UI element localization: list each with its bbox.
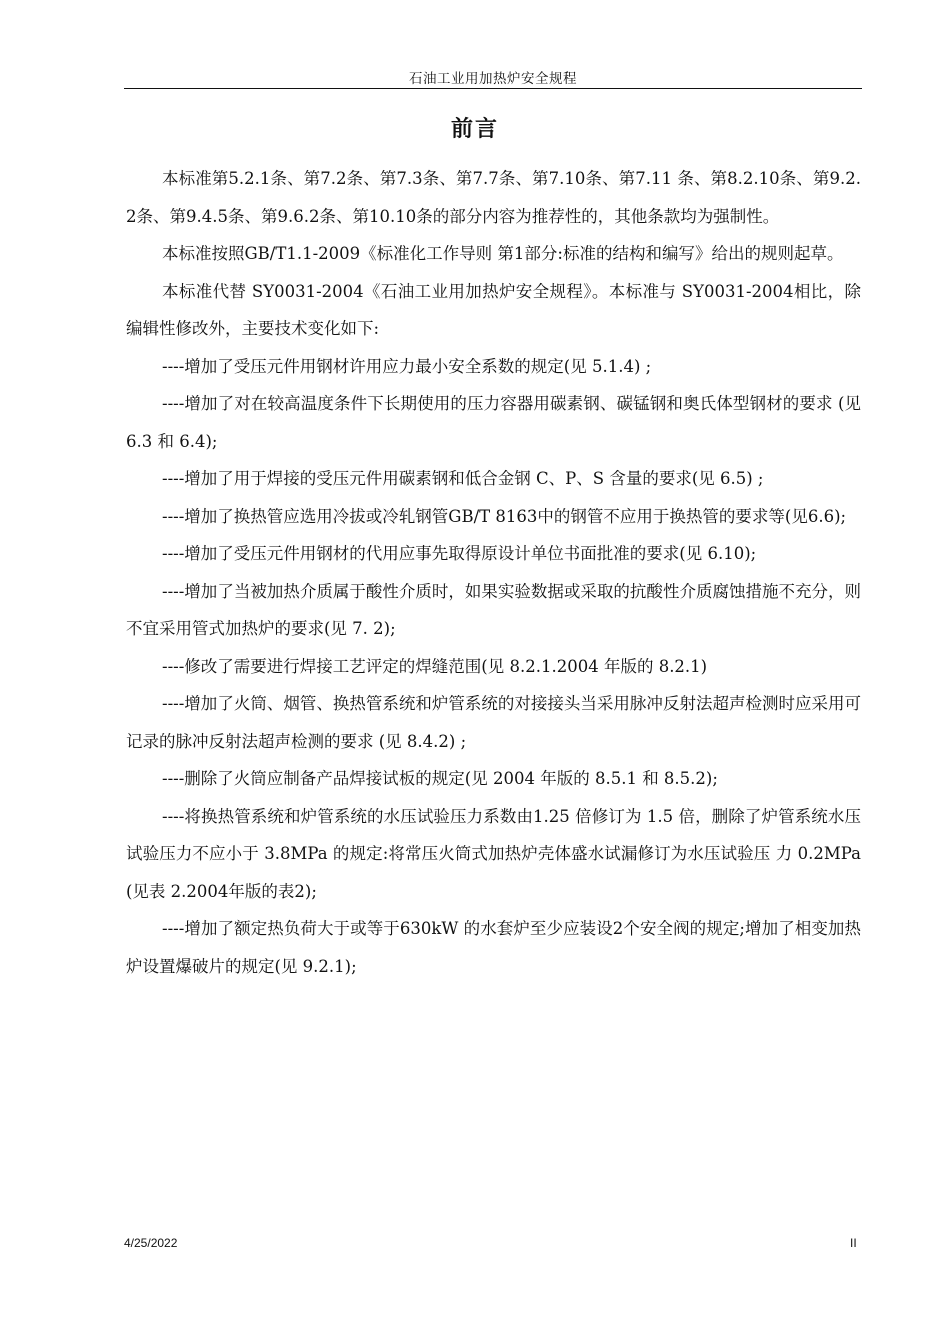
page-number: II [850,1236,857,1250]
change-item: ----增加了受压元件用钢材的代用应事先取得原设计单位书面批准的要求(见 6.10); [162,544,757,563]
paragraph-drafting-rules: 本标准按照GB/T1.1-2009《标准化工作导则 第1部分:标准的结构和编写》给出的规则起草。 [162,244,844,263]
section-title: 前言 [450,117,499,142]
change-item: ----修改了需要进行焊接工艺评定的焊缝范围(见 8.2.1.2004 年版的 8.2.1) [162,656,708,676]
paragraph-replacement: 本标准代替 SY0031-2004《石油工业用加热炉安全规程》。本标准与 SY0031-2004相比，除编辑性修改外，主要技术变化如下: [126,281,861,338]
header-divider [124,88,862,89]
document-body [126,160,861,985]
change-item: ----增加了换热管应选用冷拔或冷轧钢管GB/T 8163中的钢管不应用于换热管的要求等(见6.6); [162,506,847,526]
change-item: ----增加了额定热负荷大于或等于630kW 的水套炉至少应装设2个安全阀的规定;增加了相变加热炉设置爆破片的规定(见 9.2.1); [126,919,861,976]
change-item: ----增加了当被加热介质属于酸性介质时，如果实验数据或采取的抗酸性介质腐蚀措施不充分，则不宜采用管式加热炉的要求(见 7. 2); [126,581,861,638]
change-item: ----增加了火筒、烟管、换热管系统和炉管系统的对接接头当采用脉冲反射法超声检测时应采用可记录的脉冲反射法超声检测的要求 (见 8.4.2) ; [126,694,861,751]
change-item: ----将换热管系统和炉管系统的水压试验压力系数由1.25 倍修订为 1.5 倍，删除了炉管系统水压试验压力不应小于 3.8MPa 的规定:将常压火筒式加热炉壳体盛水试漏修订为水压试验压 力 0.2MPa (见表 2.2004年版的表2); [126,806,861,901]
footer-date: 4/25/2022 [124,1236,178,1250]
change-item: ----增加了用于焊接的受压元件用碳素钢和低合金钢 C、P、S 含量的要求(见 6.5) ; [162,469,764,488]
change-item: ----删除了火筒应制备产品焊接试板的规定(见 2004 年版的 8.5.1 和 8.5.2); [162,769,718,788]
change-item: ----增加了对在较高温度条件下长期使用的压力容器用碳素钢、碳锰钢和奥氏体型钢材的要求 (见 6.3 和 6.4); [126,394,861,451]
running-header: 石油工业用加热炉安全规程 [409,71,577,87]
paragraph-mandatory-clauses: 本标准第5.2.1条、第7.2条、第7.3条、第7.7条、第7.10条、第7.11 条、第8.2.10条、第9.2.2条、第9.4.5条、第9.6.2条、第10.10条的部分内容为推荐性的，其他条款均为强制性。 [126,169,861,226]
change-item: ----增加了受压元件用钢材许用应力最小安全系数的规定(见 5.1.4) ; [162,356,652,376]
